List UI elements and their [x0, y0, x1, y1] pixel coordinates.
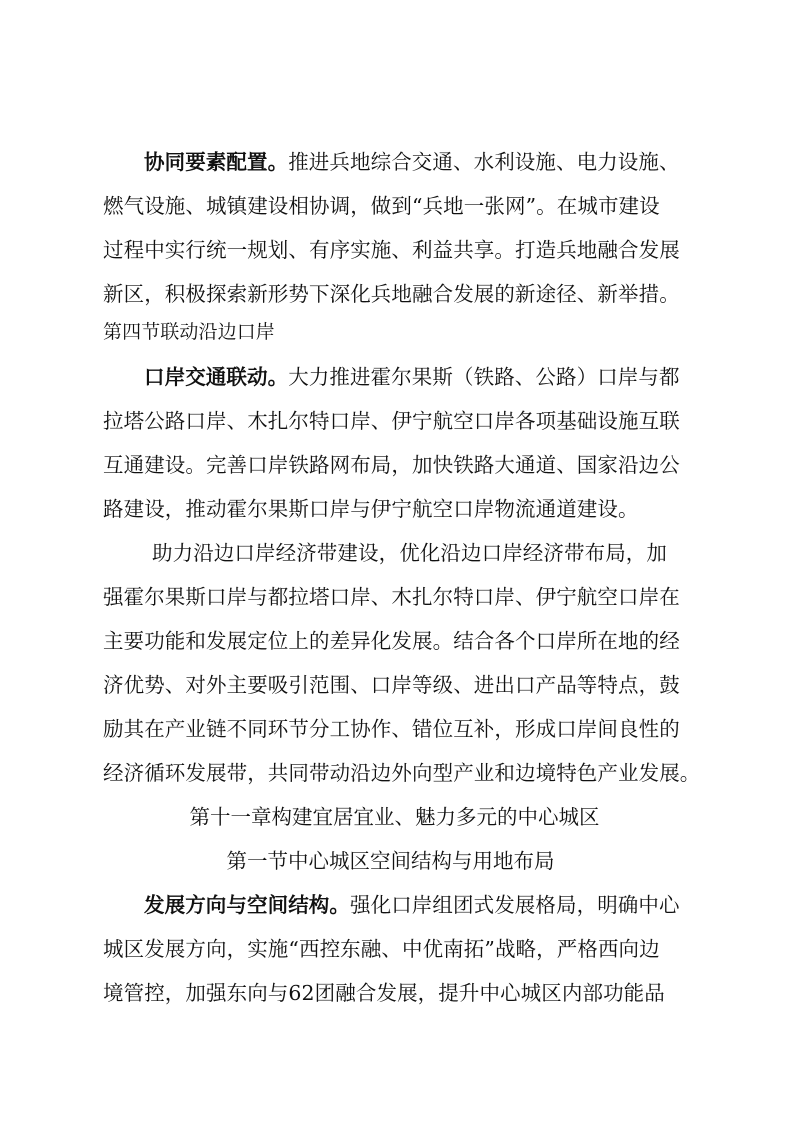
paragraph-4-line-3: 境管控，加强东向与62团融合发展，提升中心城区内部功能品 — [103, 981, 665, 1005]
paragraph-2-line-3: 互通建设。完善口岸铁路网布局，加快铁路大通道、国家沿边公 — [103, 453, 680, 477]
paragraph-3-line-2: 强霍尔果斯口岸与都拉塔口岸、木扎尔特口岸、伊宁航空口岸在 — [103, 585, 680, 609]
paragraph-2-text: 大力推进霍尔果斯（铁路、公路）口岸与都 — [288, 365, 680, 389]
paragraph-4-lead: 发展方向与空间结构。 — [144, 893, 350, 917]
paragraph-2-lead: 口岸交通联动。 — [144, 365, 289, 389]
paragraph-4-text: 强化口岸组团式发展格局，明确中心 — [350, 893, 680, 917]
paragraph-4-line-1 — [144, 895, 744, 916]
section-4-title: 第四节联动沿边口岸 — [103, 321, 275, 343]
paragraph-2-line-1 — [144, 367, 744, 388]
paragraph-4-line-2: 城区发展方向，实施“西控东融、中优南拓”战略，严格西向边 — [103, 937, 660, 961]
paragraph-1-line-2: 燃气设施、城镇建设相协调，做到“兵地一张网”。在城市建设 — [103, 194, 660, 218]
paragraph-3-line-3: 主要功能和发展定位上的差异化发展。结合各个口岸所在地的经 — [103, 629, 680, 653]
paragraph-1-line-1 — [144, 152, 744, 173]
section-1-title: 第一节中心城区空间结构与用地布局 — [226, 849, 555, 873]
chapter-11-title: 第十一章构建宜居宜业、魅力多元的中心城区 — [189, 805, 600, 829]
paragraph-1-lead: 协同要素配置。 — [144, 150, 289, 174]
paragraph-2-line-2: 拉塔公路口岸、木扎尔特口岸、伊宁航空口岸各项基础设施互联 — [103, 409, 680, 433]
paragraph-3-line-1: 助力沿边口岸经济带建设，优化沿边口岸经济带布局，加 — [152, 541, 667, 565]
paragraph-3-line-6: 经济循环发展带，共同带动沿边外向型产业和边境特色产业发展。 — [103, 761, 701, 785]
paragraph-2-line-4: 路建设，推动霍尔果斯口岸与伊宁航空口岸物流通道建设。 — [103, 497, 639, 521]
paragraph-1-line-4: 新区，积极探索新形势下深化兵地融合发展的新途径、新举措。 — [103, 282, 680, 306]
paragraph-1-text: 推进兵地综合交通、水利设施、电力设施、 — [288, 150, 680, 174]
paragraph-1-line-3: 过程中实行统一规划、有序实施、利益共享。打造兵地融合发展 — [103, 238, 680, 262]
paragraph-3-line-4: 济优势、对外主要吸引范围、口岸等级、进出口产品等特点，鼓 — [103, 673, 680, 697]
paragraph-3-line-5: 励其在产业链不同环节分工协作、错位互补，形成口岸间良性的 — [103, 717, 680, 741]
